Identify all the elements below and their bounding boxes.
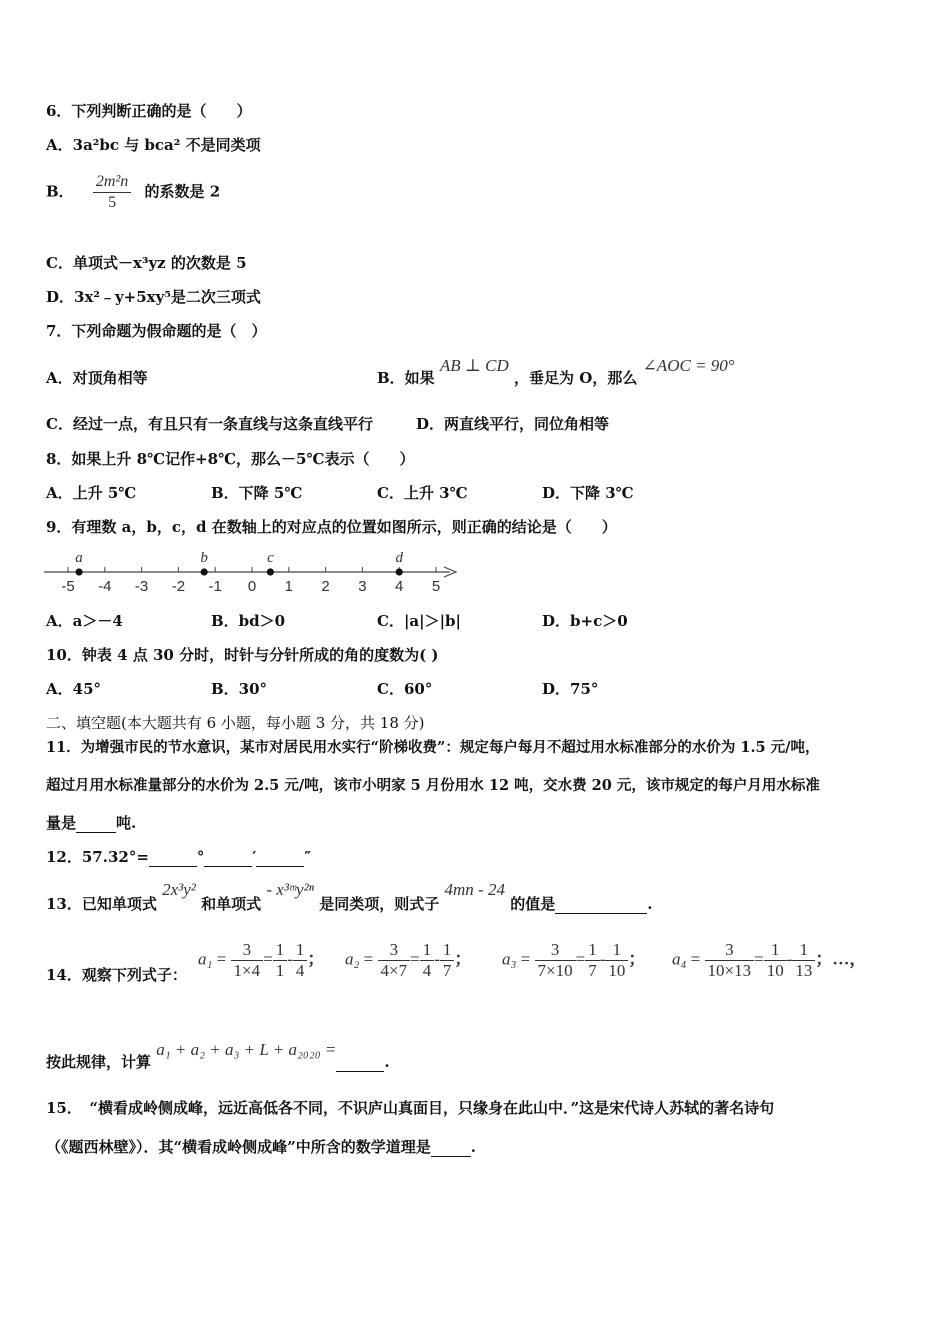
- q12-second-symbol: ″: [304, 848, 312, 866]
- q10-option-d: D．75°: [542, 680, 599, 698]
- q6-option-b-label: B．: [46, 182, 74, 201]
- q13-expression: 4mn - 24: [444, 880, 505, 899]
- q14-term-1-part1-num: 1: [273, 940, 288, 961]
- q11-line2: 超过月用水标准量部分的水价为 2.5 元/吨，该市小明家 5 月份用水 12 吨，交水费 20 元，该市规定的每户月用水标准: [46, 777, 820, 794]
- q14-term-1: a₁ = $\frac{3}{1\times 4}$ = $\frac{1}{1}$ - $\frac{1}{4}$ ；: [198, 940, 325, 980]
- q14-term-3-name: a₃: [502, 949, 517, 969]
- q14-answer-blank[interactable]: [336, 1057, 384, 1072]
- q7-math-perpendicular: AB ⊥ CD: [439, 356, 509, 375]
- q14-term-3-den: 7×10: [537, 961, 573, 980]
- q14-term-2-part1: [420, 940, 435, 981]
- q6-option-d: D．3x²﹣y+5xy⁵是二次三项式: [46, 288, 261, 306]
- q10-stem: 10．钟表 4 点 30 分时，时针与分针所成的角的度数为( ): [46, 646, 439, 664]
- q14-term-3-part1-den: 7: [588, 961, 597, 980]
- q14-term-2-part2: [440, 940, 455, 981]
- q9-option-d: D．b+c＞0: [542, 612, 628, 630]
- q14-term-3-part1-num: 1: [585, 940, 600, 961]
- q12-line: [46, 847, 311, 867]
- q14-line2: [46, 1040, 390, 1076]
- q14-term-1-num: 3: [231, 940, 264, 961]
- q9-option-a: A．a＞－4: [46, 612, 123, 630]
- q12-prefix: 12．57.32°=: [46, 848, 149, 866]
- number-line: [40, 540, 465, 600]
- q14-term-4-part2-num: 1: [792, 940, 815, 961]
- q13-suffix: 的值是: [510, 895, 556, 913]
- q11-answer-blank[interactable]: [76, 818, 116, 833]
- q13-line: 13．已知单项式 2x³y² 和单项式 - x³ᵐy²ⁿ 是同类项，则式子 4mn - 24 的值是 .: [46, 880, 653, 913]
- q14-term-1-part2: [293, 940, 308, 981]
- q7-option-c: C．经过一点，有且只有一条直线与这条直线平行: [46, 415, 373, 433]
- q7-option-b-prefix: B．如果: [377, 369, 435, 387]
- number-line-tick-label: 1: [284, 578, 293, 595]
- q14-term-2-part1-num: 1: [420, 940, 435, 961]
- q14-tail: ；…，: [815, 949, 867, 969]
- q14-term-3-part2-num: 1: [605, 940, 628, 961]
- q13-prefix: 13．已知单项式: [46, 895, 157, 913]
- q11-line3-prefix: 量是: [46, 814, 77, 832]
- number-line-tick-label: -2: [171, 578, 186, 595]
- q13-answer-blank[interactable]: [555, 899, 647, 914]
- q14-term-2-name: a₂: [345, 949, 360, 969]
- q12-degree-symbol: °: [196, 848, 205, 866]
- number-line-point-label-c: c: [267, 550, 274, 566]
- q7-option-a: A．对顶角相等: [46, 369, 148, 387]
- number-line-tick-label: 0: [247, 578, 257, 595]
- q14-term-4-part1-num: 1: [764, 940, 787, 961]
- q14-term-4-den: 10×13: [707, 961, 752, 980]
- q11-line3-suffix: 吨.: [116, 814, 137, 832]
- q12-second-blank[interactable]: [256, 852, 304, 867]
- q14-term-4-part2-den: 13: [795, 961, 813, 980]
- q15-line2: [46, 1137, 476, 1157]
- q14-term-1-den: 1×4: [233, 961, 261, 980]
- q15-line2-suffix: .: [470, 1138, 476, 1156]
- q14-term-3: a₃ = $\frac{3}{7\times 10}$ = $\frac{1}{7}$ - $\frac{1}{10}$ ；: [502, 940, 646, 980]
- number-line-tick-label: 3: [358, 578, 367, 595]
- q11-line3: [46, 813, 136, 833]
- q15-answer-blank[interactable]: [431, 1142, 471, 1157]
- number-line-tick-label: -4: [98, 578, 112, 595]
- q10-option-c: C．60°: [377, 680, 433, 698]
- q14-term-4-part1: [764, 940, 787, 981]
- q14-term-2-fraction: [378, 940, 411, 981]
- q7-stem: 7．下列命题为假命题的是（ ）: [46, 322, 267, 340]
- q7-option-b-middle: ，垂足为 O，那么: [514, 369, 638, 387]
- q6-stem: 6．下列判断正确的是（ ）: [46, 102, 252, 120]
- q14-term-3-part2-den: 10: [608, 961, 626, 980]
- q14-line2-suffix: .: [384, 1053, 390, 1071]
- q14-term-4-fraction: [705, 940, 755, 981]
- q14-term-4-part2: [792, 940, 815, 981]
- q6-fraction-numerator: 2m²n: [93, 172, 131, 193]
- q13-monomial-1: 2x³y²: [162, 880, 196, 899]
- q6-option-b-tail: 的系数是 2: [144, 182, 221, 201]
- section-heading: 二、填空题(本大题共有 6 小题，每小题 3 分，共 18 分): [46, 714, 425, 732]
- q14-term-1-part1-den: 1: [275, 961, 285, 980]
- q13-middle-2: 是同类项，则式子: [319, 895, 440, 913]
- q14-term-1-fraction: [231, 940, 264, 981]
- q14-term-1-part2-num: 1: [293, 940, 308, 961]
- q14-term-1-name: a₁: [198, 949, 213, 969]
- number-line-point-c: [267, 568, 274, 575]
- q7-option-b: [377, 356, 735, 400]
- q12-degree-blank[interactable]: [149, 852, 197, 867]
- q14-term-2-part2-den: 7: [442, 961, 452, 980]
- q14-sum-expression: a₁ + a₂ + a₃ + L + a₂₀₂₀ =: [156, 1040, 337, 1059]
- q14-term-2-part1-den: 4: [422, 961, 432, 980]
- q10-option-b: B．30°: [211, 680, 268, 698]
- number-line-tick-label: -5: [61, 578, 75, 595]
- q14-term-1-part2-den: 4: [295, 961, 305, 980]
- q10-option-a: A．45°: [46, 680, 102, 698]
- q6-option-b: [46, 172, 220, 213]
- q14-term-3-part1: [585, 940, 600, 981]
- q14-term-4-num: 3: [705, 940, 755, 961]
- q14-term-4-part1-den: 10: [766, 961, 784, 980]
- number-line-tick-label: 5: [431, 578, 441, 595]
- q9-option-c: C．|a|＞|b|: [377, 612, 461, 630]
- q14-term-4-name: a₄: [672, 949, 687, 969]
- number-line-tick-label: -1: [208, 578, 222, 595]
- q13-monomial-2: - x³ᵐy²ⁿ: [266, 880, 315, 899]
- q14-term-2: a₂ = $\frac{3}{4\times 7}$ = $\frac{1}{4}$ - $\frac{1}{7}$ ；: [345, 940, 472, 980]
- q13-middle: 和单项式: [201, 895, 262, 913]
- q14-term-2-part2-num: 1: [440, 940, 455, 961]
- q7-option-d: D．两直线平行，同位角相等: [416, 415, 610, 433]
- number-line-point-label-d: d: [395, 550, 403, 566]
- q14-term-4: a₄ = $\frac{3}{10\times 13}$ = $\frac{1}{10}$ - $\frac{1}{13}$ ；…，: [672, 940, 867, 980]
- q11-line1: 11．为增强市民的节水意识，某市对居民用水实行“阶梯收费”：规定每户每月不超过用水标准部分的水价为 1.5 元/吨，: [46, 739, 820, 756]
- number-line-point-d: [396, 568, 403, 575]
- number-line-point-b: [201, 568, 208, 575]
- q15-line2-prefix: （《题西林壁》）．其“横看成岭侧成峰”中所含的数学道理是: [46, 1138, 431, 1156]
- q14-term-2-num: 3: [378, 940, 411, 961]
- q8-option-d: D．下降 3℃: [542, 484, 634, 502]
- q9-option-b: B．bd＞0: [211, 612, 286, 630]
- q14-prefix: 14．观察下列式子：: [46, 966, 187, 984]
- number-line-tick-label: 2: [321, 578, 330, 595]
- q14-term-1-part1: [273, 940, 288, 981]
- q8-stem: 8．如果上升 8℃记作+8℃，那么－5℃表示（ ）: [46, 450, 415, 468]
- number-line-point-label-b: b: [200, 550, 208, 566]
- q12-minute-symbol: ′: [252, 848, 257, 866]
- q6-option-a: A．3a²bc 与 bca² 不是同类项: [46, 136, 261, 154]
- q6-fraction-denominator: 5: [108, 194, 117, 211]
- number-line-point-label-a: a: [75, 550, 83, 566]
- q14-line2-prefix: 按此规律，计算: [46, 1053, 152, 1071]
- number-line-tick-label: 4: [395, 578, 404, 595]
- q8-option-a: A．上升 5℃: [46, 484, 137, 502]
- q6-option-c: C．单项式－x³yz 的次数是 5: [46, 254, 247, 272]
- q8-option-c: C．上升 3℃: [377, 484, 468, 502]
- q15-line1: 15． “横看成岭侧成峰，远近高低各不同，不识庐山真面目，只缘身在此山中．”这是宋代诗人苏轼的著名诗句: [46, 1099, 775, 1117]
- q12-minute-blank[interactable]: [204, 852, 252, 867]
- q14-term-3-num: 3: [535, 940, 576, 961]
- q9-stem: 9．有理数 a，b，c，d 在数轴上的对应点的位置如图所示，则正确的结论是（ ）: [46, 518, 617, 536]
- number-line-tick-label: -3: [134, 578, 149, 595]
- number-line-point-a: [75, 568, 82, 575]
- q14-term-2-den: 4×7: [380, 961, 408, 980]
- q7-math-angle: ∠AOC = 90°: [642, 356, 735, 375]
- q6-fraction: [93, 172, 131, 213]
- q8-option-b: B．下降 5℃: [211, 484, 303, 502]
- q14-term-3-fraction: [535, 940, 576, 981]
- q14-term-3-part2: [605, 940, 628, 981]
